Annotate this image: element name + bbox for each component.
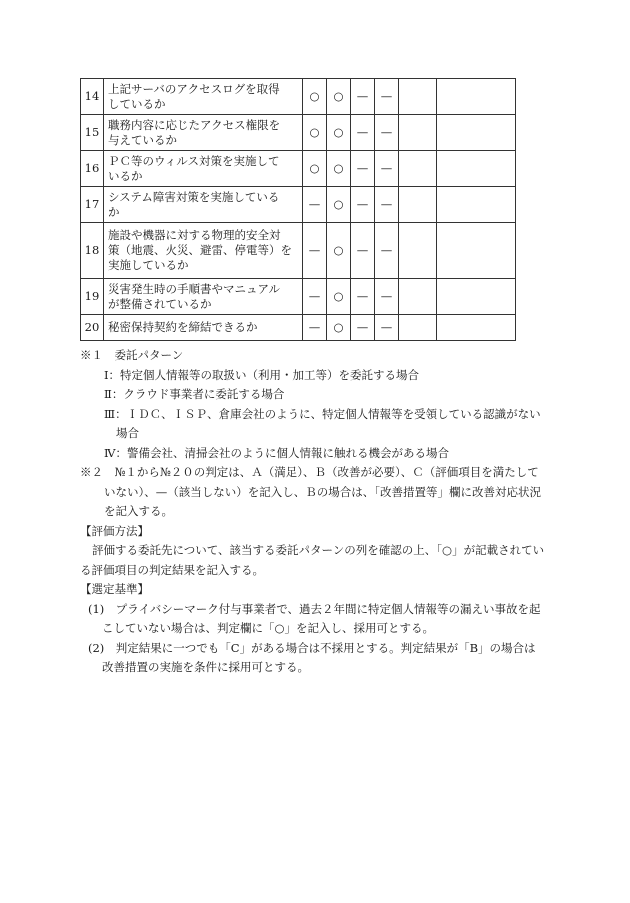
pattern-mark: — [375, 115, 399, 151]
improvement-cell[interactable] [437, 79, 516, 115]
note-2: ※２ №１から№２０の判定は、Ａ（満足）、Ｂ（改善が必要）、Ｃ（評価項目を満たして [80, 465, 539, 479]
evaluation-item [104, 223, 303, 279]
pattern-mark: ○ [327, 187, 351, 223]
pattern-mark: — [375, 79, 399, 115]
notes-section [80, 346, 555, 678]
evaluation-item-line: が整備されているか [108, 296, 212, 311]
pattern-mark: ○ [303, 115, 327, 151]
pattern-mark: — [375, 223, 399, 279]
pattern-mark: — [351, 115, 375, 151]
improvement-cell[interactable] [437, 279, 516, 315]
pattern-3-continued: 場合 [116, 426, 139, 440]
table-row [81, 315, 516, 341]
evaluation-item [104, 151, 303, 187]
pattern-mark: ○ [327, 115, 351, 151]
table-row [81, 79, 516, 115]
judgment-cell[interactable] [399, 223, 437, 279]
evaluation-item-line: 施設や機器に対する物理的安全対 [108, 228, 281, 242]
pattern-3: Ⅲ：ＩＤＣ、ＩＳＰ、倉庫会社のように、特定個人情報等を受領している認識がない [104, 406, 541, 421]
row-number: 14 [81, 79, 104, 115]
evaluation-item-line: 職務内容に応じたアクセス権限を [108, 117, 281, 132]
evaluation-item-line: 秘密保持契約を締結できるか [108, 320, 258, 334]
note-2-continued-2: を記入する。 [104, 504, 173, 518]
evaluation-item [104, 187, 303, 223]
table-row [81, 151, 516, 187]
table-row [81, 187, 516, 223]
judgment-cell[interactable] [399, 115, 437, 151]
improvement-cell[interactable] [437, 187, 516, 223]
evaluation-item-line: ＰＣ等のウィルス対策を実施して [108, 153, 280, 168]
note-2-continued: いない）、—（該当しない）を記入し、Ｂの場合は、「改善措置等」欄に改善対応状況 [104, 484, 541, 499]
evaluation-item-line: しているか [108, 96, 166, 111]
criteria-1: (1) プライバシーマーク付与事業者で、過去２年間に特定個人情報等の漏えい事故を起 [88, 601, 541, 616]
pattern-mark: ○ [327, 315, 351, 341]
evaluation-item-line: 上記サーバのアクセスログを取得 [108, 81, 280, 96]
pattern-mark: — [351, 187, 375, 223]
pattern-mark: — [351, 151, 375, 187]
evaluation-item [104, 279, 303, 315]
method-text: 評価する委託先について、該当する委託パターンの列を確認の上、「○」が記載されてい [92, 543, 545, 557]
row-number: 17 [81, 187, 104, 223]
pattern-mark: ○ [327, 279, 351, 315]
pattern-mark: ○ [303, 79, 327, 115]
row-number: 16 [81, 151, 104, 187]
row-number: 15 [81, 115, 104, 151]
note-1-heading: ※１ 委託パターン [80, 348, 184, 362]
judgment-cell[interactable] [399, 315, 437, 341]
pattern-mark: — [303, 187, 327, 223]
criteria-2-continued: 改善措置の実施を条件に採用可とする。 [102, 660, 309, 674]
pattern-mark: ○ [303, 151, 327, 187]
pattern-mark: ○ [327, 151, 351, 187]
pattern-2: Ⅱ：クラウド事業者に委託する場合 [104, 387, 285, 401]
judgment-cell[interactable] [399, 187, 437, 223]
pattern-mark: — [351, 79, 375, 115]
pattern-mark: — [375, 315, 399, 341]
pattern-mark: — [375, 151, 399, 187]
evaluation-item [104, 115, 303, 151]
evaluation-item-line: 実施しているか [108, 258, 189, 272]
evaluation-item-line: か [108, 204, 120, 219]
evaluation-item-line: 策（地震、火災、避雷、停電等）を [108, 243, 292, 257]
pattern-mark: — [303, 315, 327, 341]
judgment-cell[interactable] [399, 279, 437, 315]
row-number: 18 [81, 223, 104, 279]
pattern-1: Ⅰ：特定個人情報等の取扱い（利用・加工等）を委託する場合 [104, 367, 420, 382]
evaluation-item-line: いるか [108, 168, 143, 183]
pattern-mark: — [351, 279, 375, 315]
improvement-cell[interactable] [437, 315, 516, 341]
pattern-mark: ○ [327, 223, 351, 279]
pattern-mark: — [351, 315, 375, 341]
table-row [81, 223, 516, 279]
evaluation-item-line: システム障害対策を実施している [108, 189, 280, 204]
method-heading: 【評価方法】 [80, 523, 149, 538]
evaluation-item-line: 与えているか [108, 132, 177, 147]
criteria-2: (2) 判定結果に一つでも「C」がある場合は不採用とする。判定結果が「B」の場合は [88, 640, 536, 655]
pattern-mark: — [351, 223, 375, 279]
pattern-4: Ⅳ：警備会社、清掃会社のように個人情報に触れる機会がある場合 [104, 445, 449, 460]
evaluation-item [104, 315, 303, 341]
pattern-mark: — [375, 279, 399, 315]
criteria-1-continued: こしていない場合は、判定欄に「○」を記入し、採用可とする。 [102, 621, 435, 635]
table-row [81, 279, 516, 315]
pattern-mark: ○ [327, 79, 351, 115]
evaluation-item [104, 79, 303, 115]
evaluation-table [80, 78, 516, 341]
judgment-cell[interactable] [399, 151, 437, 187]
row-number: 20 [81, 315, 104, 341]
row-number: 19 [81, 279, 104, 315]
evaluation-item-line: 災害発生時の手順書やマニュアル [108, 281, 281, 296]
pattern-mark: — [303, 279, 327, 315]
method-text-continued: る評価項目の判定結果を記入する。 [80, 562, 264, 577]
improvement-cell[interactable] [437, 151, 516, 187]
judgment-cell[interactable] [399, 79, 437, 115]
pattern-mark: — [375, 187, 399, 223]
pattern-mark: — [303, 223, 327, 279]
criteria-heading: 【選定基準】 [80, 582, 149, 596]
table-row [81, 115, 516, 151]
improvement-cell[interactable] [437, 223, 516, 279]
improvement-cell[interactable] [437, 115, 516, 151]
